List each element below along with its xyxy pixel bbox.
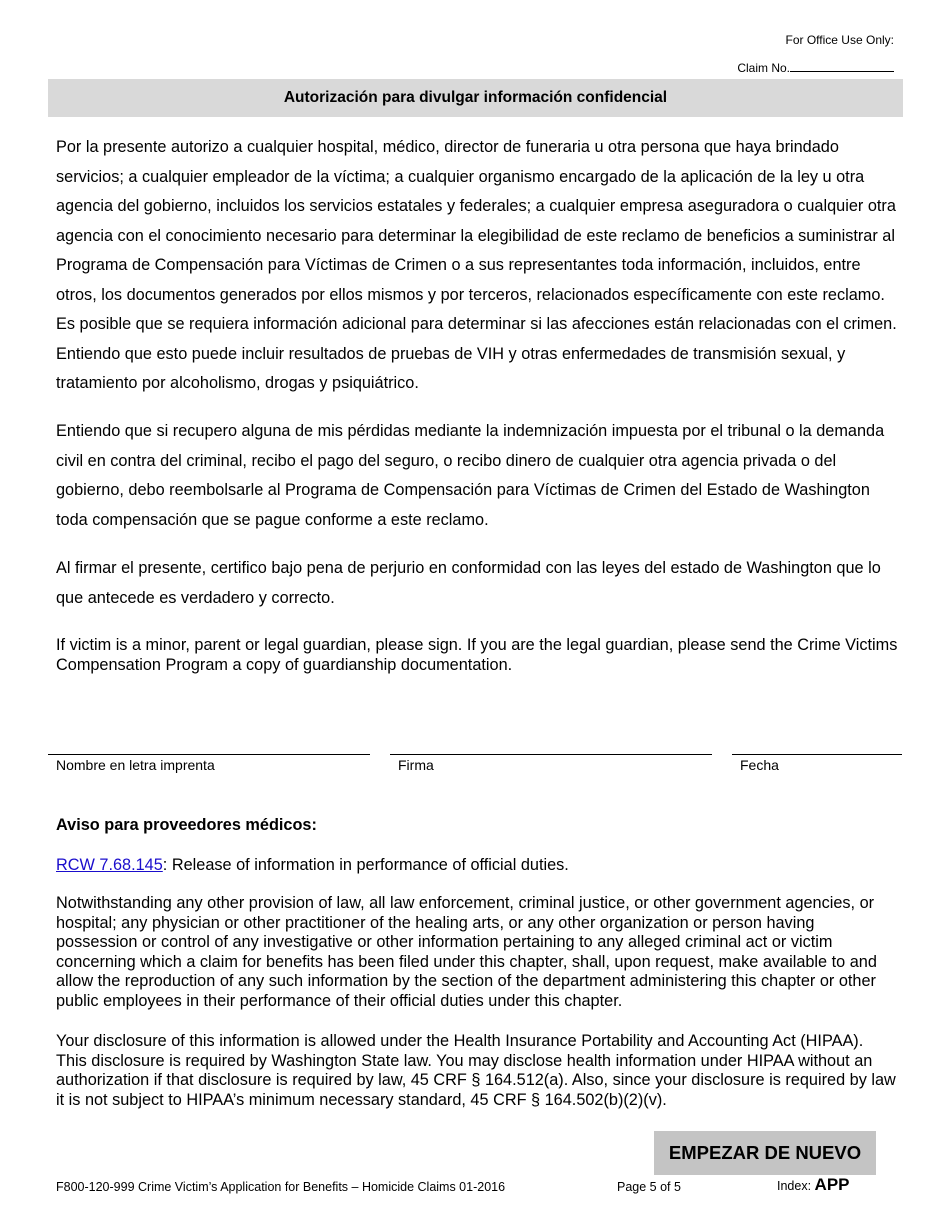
restart-button[interactable]: EMPEZAR DE NUEVO: [654, 1131, 876, 1175]
date-line[interactable]: [732, 754, 902, 755]
page-number: Page 5 of 5: [617, 1180, 681, 1194]
printed-name-label: Nombre en letra imprenta: [56, 757, 215, 773]
index-value: APP: [814, 1175, 850, 1194]
claim-number-field: [737, 60, 894, 75]
rcw-line: [56, 856, 569, 875]
printed-name-line[interactable]: [48, 754, 370, 755]
medical-provider-notice-title: Aviso para proveedores médicos:: [56, 816, 317, 834]
hipaa-paragraph: Your disclosure of this information is allowed under the Health Insurance Portability and Accounting Act (HIPAA). This disclosure is required by Washington State law. You may disclose health information under HIPAA without an authorization if that disclosure is required by law, 45 CRF § 164.512(a). Also, since your disclosure is required by law it is not subject to HIPAA’s minimum necessary standard, 45 CRF § 164.502(b)(2)(v).: [56, 1032, 896, 1109]
minor-guardian-paragraph: If victim is a minor, parent or legal guardian, please sign. If you are the legal guardian, please send the Crime Victims Compensation Program a copy of guardianship documentation.: [56, 636, 898, 674]
authorization-paragraph: Por la presente autorizo a cualquier hospital, médico, director de funeraria u otra persona que haya brindado servicios; a cualquier empleador de la víctima; a cualquier organismo encargado de la aplicación de la ley u otra agencia del gobierno, incluidos los servicios estatales y federales; a cualquier empresa aseguradora o cualquier otra agencia con el conocimiento necesario para determinar la elegibilidad de este reclamo de beneficios a suministrar al Programa de Compensación para Víctimas de Crimen o a sus representantes toda información, incluidos, entre otros, los documentos generados por ellos mismos y por terceros, relacionados específicamente con este reclamo. Es posible que se requiera información adicional para determinar si las afecciones están relacionadas con el crimen. Entiendo que esto puede incluir resultados de pruebas de VIH y otras enfermedades de transmisión sexual, y tratamiento por alcoholismo, drogas y psiquiátrico.: [56, 138, 897, 392]
claim-number-label: Claim No.: [737, 61, 790, 75]
page-title: Autorización para divulgar información confidencial: [48, 79, 903, 117]
office-use-label: For Office Use Only:: [785, 33, 894, 47]
form-identifier: F800-120-999 Crime Victim’s Application for Benefits – Homicide Claims 01-2016: [56, 1180, 506, 1194]
rcw-description: : Release of information in performance of official duties.: [162, 856, 569, 874]
notwithstanding-paragraph: Notwithstanding any other provision of law, all law enforcement, criminal justice, or other government agencies, or hospital; any physician or other practitioner of the healing arts, or any other organization or person having possession or control of any investigative or other information pertaining to any alleged criminal act or victim concerning which a claim for benefits has been filed under this chapter, shall, upon request, make available to and allow the reproduction of any such information by the section of the department administering this chapter or other public employees in their performance of their official duties under this chapter.: [56, 894, 877, 1010]
index-field: [777, 1175, 850, 1195]
claim-number-line: [790, 60, 894, 72]
signature-label: Firma: [398, 757, 434, 773]
rcw-link[interactable]: RCW 7.68.145: [56, 856, 163, 874]
reimbursement-paragraph: Entiendo que si recupero alguna de mis pérdidas mediante la indemnización impuesta por el tribunal o la demanda civil en contra del criminal, recibo el pago del seguro, o recibo dinero de cualquier otra agencia privada o del gobierno, debo reembolsarle al Programa de Compensación para Víctimas de Crimen del Estado de Washington toda compensación que se pague conforme a este reclamo.: [56, 422, 885, 529]
certification-paragraph: Al firmar el presente, certifico bajo pena de perjurio en conformidad con las leyes del estado de Washington que lo que antecede es verdadero y correcto.: [56, 559, 881, 607]
signature-line[interactable]: [390, 754, 712, 755]
index-label: Index:: [777, 1179, 812, 1193]
date-label: Fecha: [740, 757, 779, 773]
